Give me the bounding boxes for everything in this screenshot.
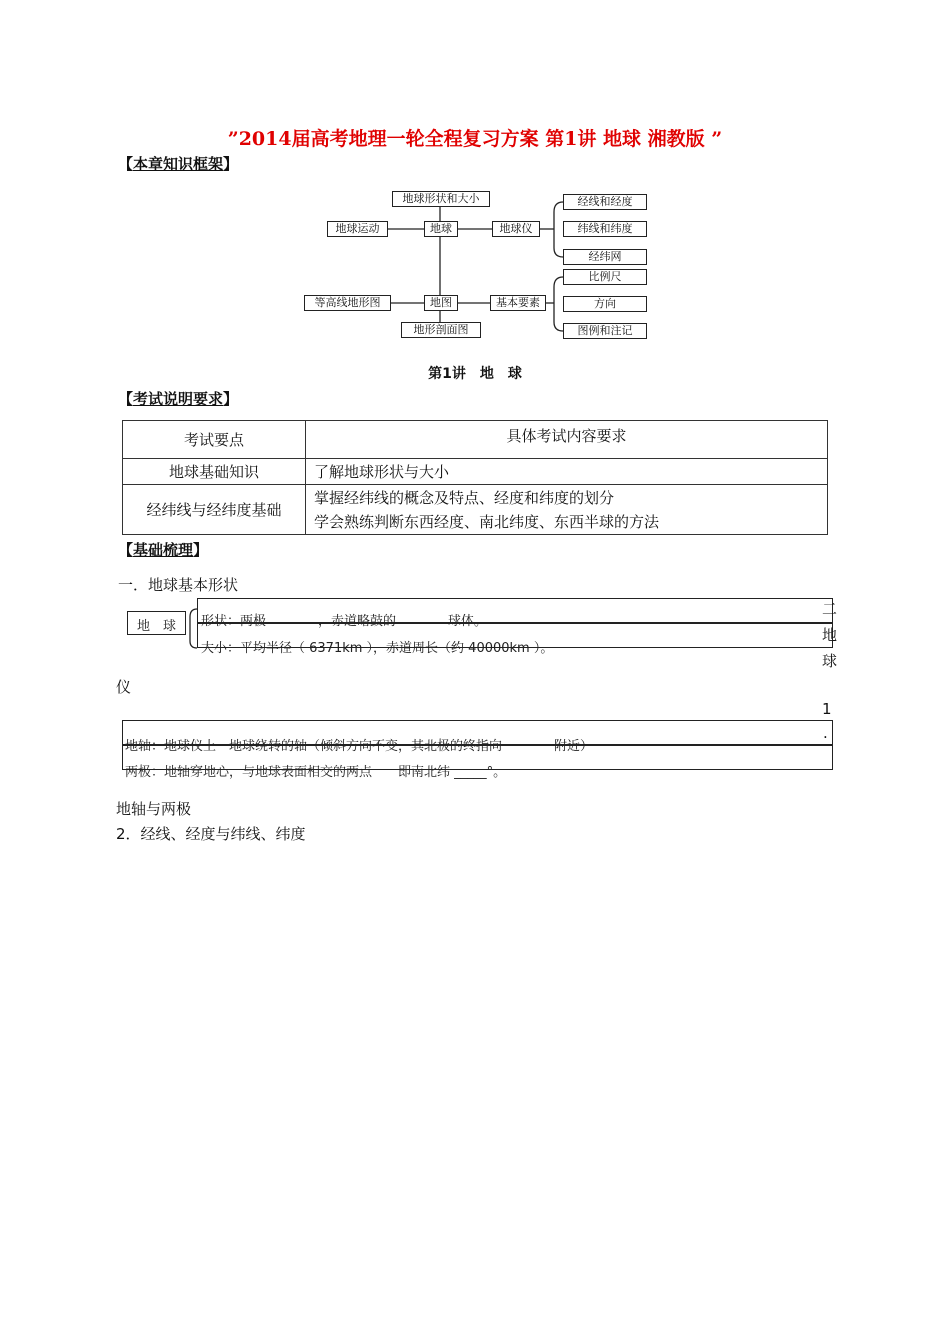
side-char: 球 — [822, 652, 838, 670]
size-text: 大小：平均半径（ 6371km ），赤道周长（约 40000km ）。 — [201, 641, 554, 656]
node-earth-shape: 地球形状和大小 — [392, 191, 490, 207]
poles-text: 两极：地轴穿地心，与地球表面相交的两点 即南北纬 _____°。 — [125, 765, 507, 780]
axis-poles-label: 地轴与两极 — [116, 800, 192, 818]
heading-lon-lat: 2．经线、经度与纬线、纬度 — [116, 825, 306, 843]
bracket-close: 】 — [223, 390, 239, 408]
axis-text: 地轴：地球仪上 地球绕转的轴（倾斜方向不变，其北极的终指向 附近） — [125, 739, 594, 754]
table-cell-point: 地球基础知识 — [123, 459, 306, 485]
section-basics-label: 基础梳理 — [133, 541, 194, 559]
yi-char: 仪 — [116, 678, 132, 696]
shape-text: 形状：两极 ，赤道略鼓的 球体。 — [201, 614, 488, 629]
side-char: 地 — [822, 626, 838, 644]
node-longitude: 经线和经度 — [563, 194, 647, 210]
one-char: 1 — [822, 700, 832, 718]
table-header: 考试要点 — [123, 421, 306, 459]
bracket-open: 【 — [118, 541, 134, 559]
table-cell-content: 了解地球形状与大小 — [306, 459, 828, 485]
node-terrain-profile: 地形剖面图 — [401, 322, 481, 338]
node-legend: 图例和注记 — [563, 323, 647, 339]
node-grid: 经纬网 — [563, 249, 647, 265]
node-globe: 地球仪 — [492, 221, 540, 237]
bracket-close: 】 — [193, 541, 209, 559]
dot-char: . — [823, 724, 828, 742]
section-framework-label: 本章知识框架 — [133, 155, 224, 173]
node-contour-map: 等高线地形图 — [304, 295, 391, 311]
lecture-heading: 第1讲 地 球 — [428, 366, 522, 382]
table-header: 具体考试内容要求 — [306, 421, 828, 459]
bracket-close: 】 — [223, 155, 239, 173]
table-cell-point: 经纬线与经纬度基础 — [123, 485, 306, 535]
content-line: 学会熟练判断东西经度、南北纬度、东西半球的方法 — [314, 512, 660, 531]
earth-label: 地 球 — [137, 619, 177, 634]
document-title: ”2014届高考地理一轮全程复习方案 第1讲 地球 湘教版 ” — [227, 128, 723, 150]
node-map: 地图 — [424, 295, 458, 311]
heading-earth-shape: 一．地球基本形状 — [118, 576, 239, 594]
node-basic-elements: 基本要素 — [490, 295, 546, 311]
node-scale: 比例尺 — [563, 269, 647, 285]
content-line: 掌握经纬线的概念及特点、经度和纬度的划分 — [314, 488, 615, 507]
section-exam-label: 考试说明要求 — [133, 390, 224, 408]
node-latitude: 纬线和纬度 — [563, 221, 647, 237]
node-earth: 地球 — [424, 221, 458, 237]
node-direction: 方向 — [563, 296, 647, 312]
side-char: 二 — [822, 600, 838, 618]
bracket-open: 【 — [118, 155, 134, 173]
bracket-open: 【 — [118, 390, 134, 408]
node-earth-motion: 地球运动 — [327, 221, 388, 237]
